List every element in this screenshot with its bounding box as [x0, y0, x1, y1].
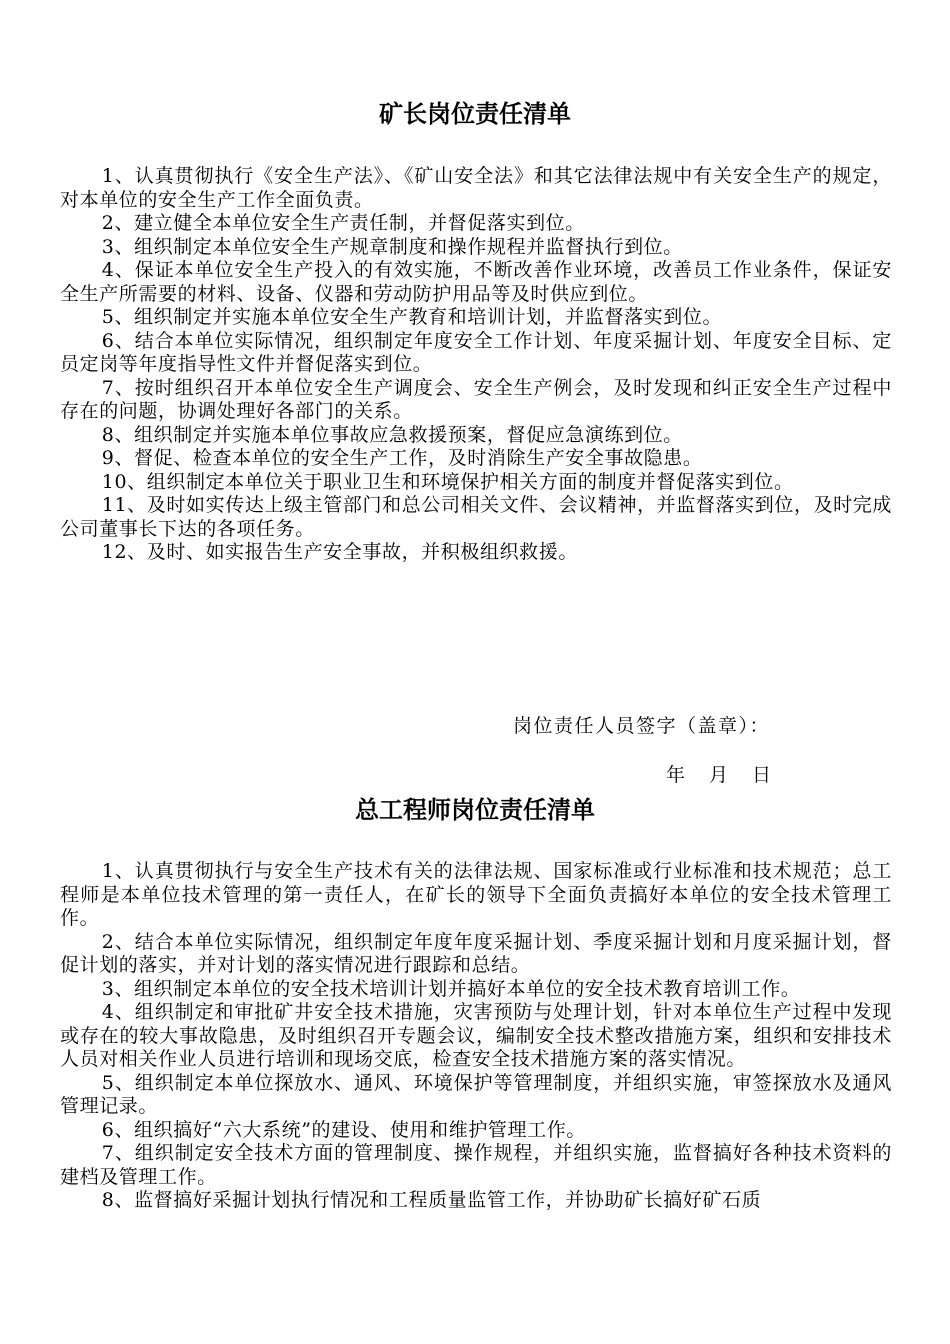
- section1-item: 1、认真贯彻执行《安全生产法》、《矿山安全法》和其它法律法规中有关安全生产的规定，对本单位的安全生产工作全面负责。: [60, 165, 892, 211]
- section2-item: 4、组织制定和审批矿井安全技术措施，灾害预防与处理计划，针对本单位生产过程中发现或存在的较大事故隐患，及时组织召开专题会议，编制安全技术整改措施方案，组织和安排技术人员对相关作业人员进行培训和现场交底，检查安全技术措施方案的落实情况。: [60, 1001, 892, 1070]
- section1-item: 7、按时组织召开本单位安全生产调度会、安全生产例会，及时发现和纠正安全生产过程中存在的问题，协调处理好各部门的关系。: [60, 376, 892, 422]
- section1-item: 10、组织制定本单位关于职业卫生和环境保护相关方面的制度并督促落实到位。: [101, 470, 794, 493]
- section2-body: [60, 860, 892, 1213]
- section1-item: 4、保证本单位安全生产投入的有效实施，不断改善作业环境，改善员工作业条件，保证安全生产所需要的材料、设备、仪器和劳动防护用品等及时供应到位。: [60, 259, 892, 305]
- date-day-label: 日: [752, 764, 772, 786]
- section1-body: [60, 165, 892, 565]
- section1-item: 3、组织制定本单位安全生产规章制度和操作规程并监督执行到位。: [101, 235, 683, 258]
- section1-item: 8、组织制定并实施本单位事故应急救援预案，督促应急演练到位。: [101, 423, 683, 446]
- section2-item: 2、结合本单位实际情况，组织制定年度年度采掘计划、季度采掘计划和月度采掘计划，督促计划的落实，并对计划的落实情况进行跟踪和总结。: [60, 930, 892, 976]
- section2-item: 6、组织搞好“六大系统”的建设、使用和维护管理工作。: [101, 1118, 586, 1141]
- section1-item: 5、组织制定并实施本单位安全生产教育和培训计划，并监督落实到位。: [101, 306, 723, 328]
- section2-title: 总工程师岗位责任清单: [355, 796, 595, 824]
- section2-item: 3、组织制定本单位的安全技术培训计划并搞好本单位的安全技术教育培训工作。: [101, 977, 801, 1000]
- section1-item: 6、结合本单位实际情况，组织制定年度安全工作计划、年度采掘计划、年度安全目标、定员定岗等年度指导性文件并督促落实到位。: [60, 329, 892, 375]
- date-month-label: 月: [709, 764, 729, 786]
- date-year-label: 年: [666, 764, 686, 786]
- section1-item: 11、及时如实传达上级主管部门和总公司相关文件、会议精神，并监督落实到位，及时完成公司董事长下达的各项任务。: [60, 494, 892, 540]
- section2-item: 7、组织制定安全技术方面的管理制度、操作规程，并组织实施，监督搞好各种技术资料的建档及管理工作。: [60, 1142, 892, 1188]
- section2-item: 5、组织制定本单位探放水、通风、环境保护等管理制度，并组织实施，审签探放水及通风管理记录。: [60, 1071, 892, 1117]
- section2-item: 8、监督搞好采掘计划执行情况和工程质量监管工作，并协助矿长搞好矿石质: [101, 1189, 762, 1211]
- section1-item: 12、及时、如实报告生产安全事故，并积极组织救援。: [101, 541, 578, 563]
- section1-item: 2、建立健全本单位安全生产责任制，并督促落实到位。: [101, 212, 585, 234]
- signature-date: [666, 763, 771, 787]
- section1-title: 矿长岗位责任清单: [379, 100, 571, 128]
- section2-item: 1、认真贯彻执行与安全生产技术有关的法律法规、国家标准或行业标准和技术规范；总工程师是本单位技术管理的第一责任人，在矿长的领导下全面负责搞好本单位的安全技术管理工作。: [60, 860, 892, 929]
- signature-label: 岗位责任人员签字（盖章）：: [513, 715, 771, 737]
- section1-item: 9、督促、检查本单位的安全生产工作，及时消除生产安全事故隐患。: [101, 447, 703, 469]
